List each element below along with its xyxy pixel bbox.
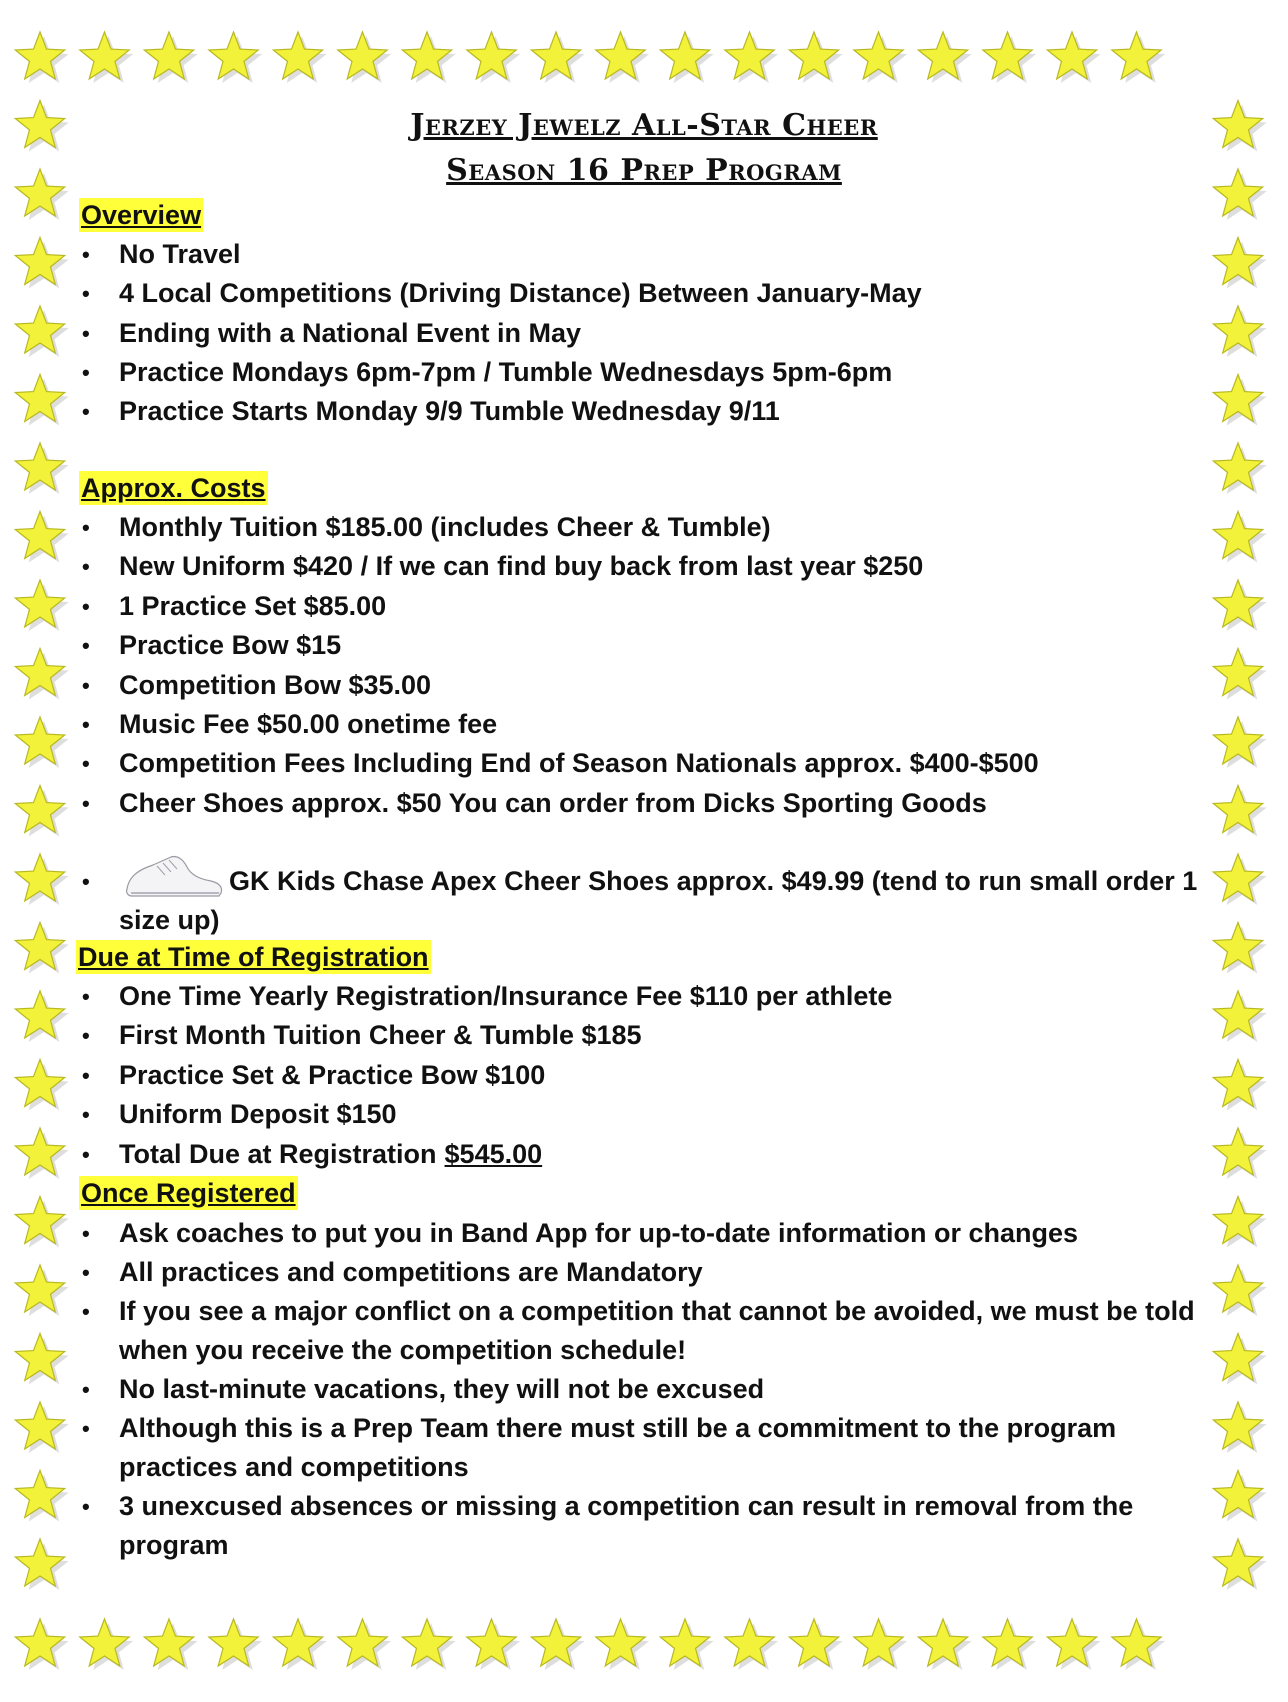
costs-heading: Approx. Costs bbox=[81, 473, 266, 503]
list-item-continuation: when you receive the competition schedule! bbox=[119, 1335, 687, 1365]
list-item: • 4 Local Competitions (Driving Distance) Between January-May bbox=[82, 278, 922, 308]
list-item: • No last-minute vacations, they will not be excused bbox=[82, 1374, 765, 1404]
list-item: • One Time Yearly Registration/Insurance Fee $110 per athlete bbox=[82, 981, 893, 1011]
title-line-1: Jerzey Jewelz All-Star Cheer bbox=[410, 108, 878, 143]
list-item: • New Uniform $420 / If we can find buy back from last year $250 bbox=[82, 551, 924, 581]
list-item-shoe: • GK Kids Chase Apex Cheer Shoes approx. $49.99 (tend to run small order 1 bbox=[82, 862, 1182, 901]
list-item: • 3 unexcused absences or missing a competition can result in removal from the bbox=[82, 1491, 1134, 1521]
list-item: • No Travel bbox=[82, 239, 241, 269]
list-item: • Music Fee $50.00 onetime fee bbox=[82, 709, 498, 739]
registration-heading: Due at Time of Registration bbox=[78, 942, 429, 972]
cheer-shoe-image-icon bbox=[119, 849, 227, 901]
list-item: • Practice Mondays 6pm-7pm / Tumble Wednesdays 5pm-6pm bbox=[82, 357, 893, 387]
total-amount: $545.00 bbox=[444, 1139, 543, 1169]
list-item: • Competition Bow $35.00 bbox=[82, 670, 432, 700]
list-item-continuation: practices and competitions bbox=[119, 1452, 469, 1482]
once-registered-heading: Once Registered bbox=[81, 1178, 296, 1208]
overview-heading: Overview bbox=[81, 200, 202, 230]
list-item: • All practices and competitions are Mandatory bbox=[82, 1257, 703, 1287]
list-item: • Cheer Shoes approx. $50 You can order from Dicks Sporting Goods bbox=[82, 788, 987, 818]
shoe-item-continuation: size up) bbox=[119, 905, 220, 935]
list-item: • Uniform Deposit $150 bbox=[82, 1099, 397, 1129]
list-item: • If you see a major conflict on a competition that cannot be avoided, we must be told bbox=[82, 1296, 1195, 1326]
list-item-total: • Total Due at Registration$545.00 bbox=[82, 1135, 1182, 1174]
list-item: • Practice Bow $15 bbox=[82, 630, 342, 660]
list-item: • Although this is a Prep Team there must still be a commitment to the program bbox=[82, 1413, 1117, 1443]
list-item: • Competition Fees Including End of Season Nationals approx. $400-$500 bbox=[82, 748, 1039, 778]
list-item-continuation: program bbox=[119, 1530, 229, 1560]
list-item: • Monthly Tuition $185.00 (includes Cheer & Tumble) bbox=[82, 512, 771, 542]
list-item: • Practice Starts Monday 9/9 Tumble Wednesday 9/11 bbox=[82, 396, 780, 426]
list-item: • First Month Tuition Cheer & Tumble $185 bbox=[82, 1020, 642, 1050]
title-line-2: Season 16 Prep Program bbox=[446, 153, 842, 188]
list-item: • Ending with a National Event in May bbox=[82, 318, 582, 348]
list-item: • 1 Practice Set $85.00 bbox=[82, 591, 387, 621]
list-item: • Ask coaches to put you in Band App for up-to-date information or changes bbox=[82, 1218, 1079, 1248]
list-item: • Practice Set & Practice Bow $100 bbox=[82, 1060, 546, 1090]
